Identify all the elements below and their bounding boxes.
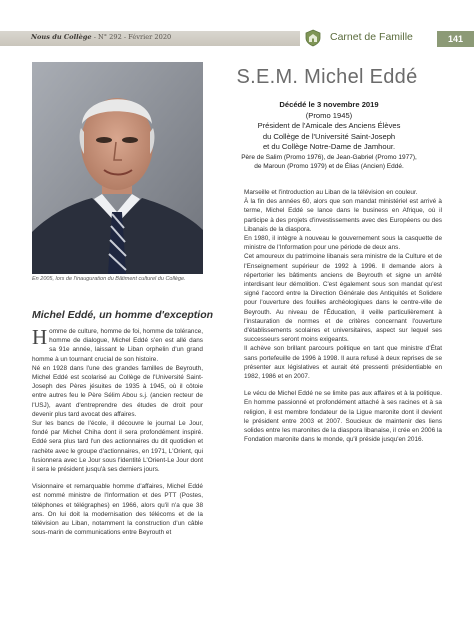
paragraph: Il achève son brillant parcours politique en tant que ministre d'État sans portefeuille de 1996 à 1998. Il aura refusé à deux reprises de se présenter aux législatives et aurait été pressenti présidentiable en 1982, 1986 et en 2007. <box>244 345 442 381</box>
paragraph: Marseille et l'introduction au Liban de la télévision en couleur. <box>244 189 418 196</box>
photo-caption: En 2005, lors de l'inauguration du Bâtiment culturel du Collège. <box>32 276 186 282</box>
drop-cap: H <box>32 325 48 349</box>
paragraph: Né en 1928 dans l'une des grandes familles de Beyrouth, Michel Eddé est scolarisé au Collège de l'Université Saint-Joseph des Pères jésuites de 1935 à 1945, où il côtoie entre autres feu le Père Sélim Abou s.j. (ancien recteur de l'USJ), avant d'entreprendre des études de droit pour devenir plus tard avocat des affaires. <box>32 364 203 418</box>
paragraph <box>32 327 203 364</box>
intro-block <box>204 100 454 171</box>
death-date: Décédé le 3 novembre 2019 <box>279 100 379 109</box>
masthead <box>31 33 171 41</box>
role-line-2: du Collège de l'Université Saint-Joseph <box>262 131 396 141</box>
school-logo-icon <box>304 29 322 47</box>
role-line-1: Président de l'Amicale des Anciens Élèves <box>257 121 401 131</box>
paragraph: Le vécu de Michel Eddé ne se limite pas aux affaires et à la politique. En homme passionné et profondément attaché à ses racines et à sa religion, il est membre fondateur de la Ligue maronite dont il devient le président entre 2003 et 2007. Soucieux de maintenir des liens solides entre les maronites de la diaspora libanaise, il crée en 2006 la Fondation maronite dans le monde, qu'il préside jusqu'en 2016. <box>244 390 442 444</box>
page-title: S.E.M. Michel Eddé <box>236 66 418 88</box>
left-column <box>32 327 203 537</box>
page-header <box>0 0 474 44</box>
paragraph: Cet amoureux du patrimoine libanais sera ministre de la Culture et de l'Enseignement supérieur de 1992 à 1996. Il demande alors à répertorier les bâtiments anciens de Beyrouth et signe un arrêté interdisant leur démolition. C'est également sous son mandat qu'est signé l'accord entre la Direction Générale des Antiquités et Solidere pour l'ouverture des fouilles archéologiques dans le centre-ville de Beyrouth. Au niveau de l'Éducation, il veille particulièrement à l'instauration de normes et de critères concernant l'ouverture d'établissements scolaires et universitaires, aspect sur lequel ses successeurs seront moins exigeants. <box>244 253 442 344</box>
paragraph: Visionnaire et remarquable homme d'affaires, Michel Eddé est nommé ministre de l'Information et des PTT (Postes, téléphones et télégraphes) en 1966, alors qu'il n'a que 38 ans. On lui doit la modernisation des télécoms et de la télévision au Liban, notamment la construction d'un câble sous-marin de communications entre Beyrouth et <box>32 483 203 537</box>
portrait-image <box>32 62 203 274</box>
paragraph: À la fin des années 60, alors que son mandat ministériel est arrivé à terme, Michel Eddé se lance dans le business en Afrique, où il participe à des projets d'investissements avec des Européens ou des Libanais de la diaspora. <box>244 198 442 233</box>
family-line-2: de Maroun (Promo 1979) et de Élias (Ancien) Eddé. <box>254 162 404 170</box>
page-number: 141 <box>437 31 474 47</box>
section-title: Carnet de Famille <box>330 31 413 43</box>
paragraph: Sur les bancs de l'école, il découvre le journal Le Jour, fondé par Michel Chiha dont il sera profondément inspiré. Eddé sera plus tard l'un des actionnaires du dit quotidien et rachète avec le groupe d'actionnaires, en 1971, L'Orient, qui fusionnera avec Le Jour sous l'identité L'Orient-Le Jour dont il sera le président jusqu'à ses derniers jours. <box>32 420 203 474</box>
masthead-issue: - N° 292 - Février 2020 <box>91 33 172 41</box>
promo: (Promo 1945) <box>305 110 353 120</box>
portrait-photo <box>32 62 203 274</box>
role-line-3: et du Collège Notre-Dame de Jamhour. <box>262 142 396 152</box>
paragraph-text: omme de culture, homme de foi, homme de tolérance, homme de dialogue, Michel Eddé s'en est allé dans sa 91e année, laissant le Liban orphelin d'un grand homme à un tournant crucial de son histoire. <box>32 328 203 363</box>
family-line-1: Père de Salim (Promo 1976), de Jean-Gabriel (Promo 1977), <box>241 153 417 161</box>
right-column <box>244 188 442 444</box>
masthead-title: Nous du Collège <box>31 33 92 41</box>
paragraph: En 1980, il intègre à nouveau le gouvernement sous la casquette de ministre de l'Information pour une période de deux ans. <box>244 235 442 252</box>
section-heading: Michel Eddé, un homme d'exception <box>32 309 214 321</box>
